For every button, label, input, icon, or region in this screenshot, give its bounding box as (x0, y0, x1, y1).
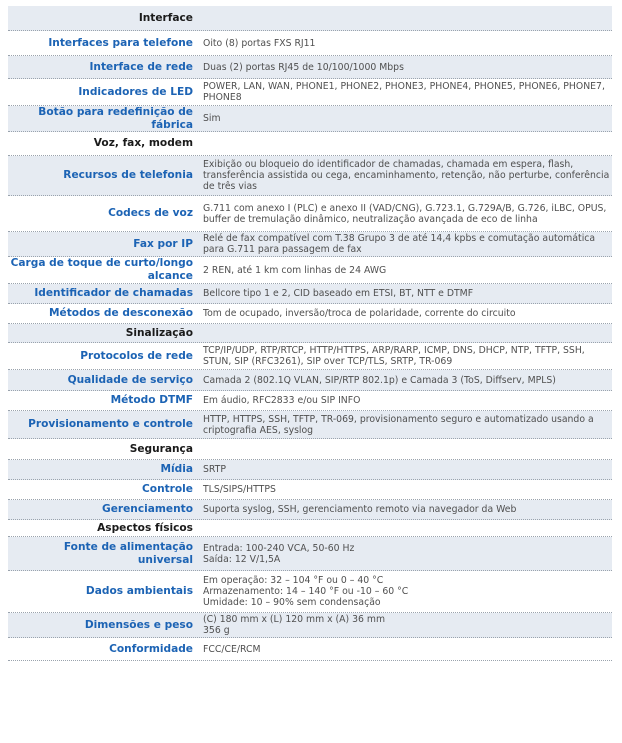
spec-value: Em operação: 32 – 104 °F ou 0 – 40 °C Armazenamento: 14 – 140 °F ou -10 – 60 °C Umidade: 10 – 90% sem condensação (203, 575, 409, 608)
spec-row (8, 232, 612, 257)
section-title: Segurança (129, 442, 193, 455)
spec-row (8, 571, 612, 613)
spec-row (8, 343, 612, 370)
spec-value: POWER, LAN, WAN, PHONE1, PHONE2, PHONE3, PHONE4, PHONE5, PHONE6, PHONE7, PHONE8 (203, 81, 605, 103)
spec-label: Interfaces para telefone (48, 36, 193, 49)
spec-value: FCC/CE/RCM (203, 643, 261, 655)
spec-label: Fax por IP (133, 237, 193, 250)
spec-value: Em áudio, RFC2833 e/ou SIP INFO (203, 395, 361, 406)
spec-label: Métodos de desconexão (49, 307, 193, 319)
spec-row (8, 56, 612, 79)
section-title: Interface (138, 11, 193, 24)
section-header-row (8, 132, 612, 156)
spec-value: HTTP, HTTPS, SSH, TFTP, TR-069, provisionamento seguro e automatizado usando a criptografia AES, syslog (203, 413, 594, 436)
spec-value: Entrada: 100-240 VCA, 50-60 Hz Saída: 12 V/1,5A (203, 542, 355, 565)
spec-label: Controle (142, 483, 193, 495)
spec-value: Camada 2 (802.1Q VLAN, SIP/RTP 802.1p) e Camada 3 (ToS, Diffserv, MPLS) (203, 374, 556, 386)
spec-row (8, 284, 612, 304)
spec-label: Gerenciamento (102, 503, 193, 515)
spec-row (8, 196, 612, 232)
section-title: Voz, fax, modem (93, 137, 193, 149)
spec-label: Protocolos de rede (80, 349, 193, 362)
spec-value: Sim (203, 113, 221, 124)
spec-label: Identificador de chamadas (34, 287, 193, 299)
spec-row (8, 370, 612, 391)
spec-value: G.711 com anexo I (PLC) e anexo II (VAD/CNG), G.723.1, G.729A/B, G.726, iLBC, OPUS, buffer de tremulação dinâmico, neutralização avançada de eco de linha (203, 202, 607, 225)
spec-label: Qualidade de serviço (67, 373, 193, 386)
spec-value: Suporta syslog, SSH, gerenciamento remoto via navegador da Web (203, 504, 517, 515)
spec-row (8, 391, 612, 411)
spec-value: 2 REN, até 1 km com linhas de 24 AWG (203, 264, 387, 276)
spec-value: (C) 180 mm x (L) 120 mm x (A) 36 mm 356 g (203, 614, 386, 636)
spec-label: Mídia (160, 463, 193, 475)
spec-label: Dados ambientais (85, 585, 193, 597)
spec-label: Método DTMF (110, 394, 193, 406)
spec-label: Botão para redefinição de fábrica (38, 105, 193, 131)
spec-label: Recursos de telefonia (63, 169, 193, 181)
section-title: Aspectos físicos (97, 521, 193, 534)
spec-value: Duas (2) portas RJ45 de 10/100/1000 Mbps (203, 61, 404, 73)
spec-row (8, 31, 612, 56)
spec-row (8, 156, 612, 196)
spec-table (8, 6, 612, 661)
spec-row (8, 257, 612, 284)
spec-label: Provisionamento e controle (28, 418, 193, 430)
spec-value: Bellcore tipo 1 e 2, CID baseado em ETSI, BT, NTT e DTMF (203, 288, 474, 299)
spec-row (8, 480, 612, 500)
spec-value: Oito (8) portas FXS RJ11 (203, 37, 316, 49)
section-header-row (8, 439, 612, 460)
spec-row (8, 79, 612, 106)
spec-label: Conformidade (109, 642, 193, 655)
spec-row (8, 638, 612, 661)
section-title: Sinalização (125, 326, 193, 339)
section-header-row (8, 520, 612, 537)
spec-value: TLS/SIPS/HTTPS (203, 484, 276, 495)
spec-label: Codecs de voz (108, 207, 193, 219)
spec-row (8, 411, 612, 439)
spec-label: Carga de toque de curto/longo alcance (10, 257, 193, 282)
spec-label: Interface de rede (89, 60, 193, 73)
spec-label: Indicadores de LED (78, 85, 193, 98)
spec-row (8, 537, 612, 571)
spec-value: Tom de ocupado, inversão/troca de polaridade, corrente do circuito (203, 308, 516, 319)
spec-value: SRTP (203, 464, 226, 475)
spec-label: Fonte de alimentação universal (63, 540, 193, 566)
section-header-row (8, 324, 612, 343)
section-header-row (8, 6, 612, 31)
spec-row (8, 613, 612, 638)
spec-value: Exibição ou bloqueio do identificador de chamadas, chamada em espera, flash, transferência assistida ou cega, encaminhamento, retenção, não perturbe, conferência de três vias (203, 159, 610, 192)
spec-row (8, 460, 612, 480)
spec-row (8, 304, 612, 324)
spec-row (8, 106, 612, 132)
spec-value: TCP/IP/UDP, RTP/RTCP, HTTP/HTTPS, ARP/RARP, ICMP, DNS, DHCP, NTP, TFTP, SSH, STUN, SIP (RFC3261), SIP over TCP/TLS, SRTP, TR-069 (203, 345, 585, 367)
spec-label: Dimensões e peso (84, 618, 193, 631)
spec-row (8, 500, 612, 520)
spec-value: Relé de fax compatível com T.38 Grupo 3 de até 14,4 kpbs e comutação automática para G.711 para passagem de fax (203, 233, 596, 255)
